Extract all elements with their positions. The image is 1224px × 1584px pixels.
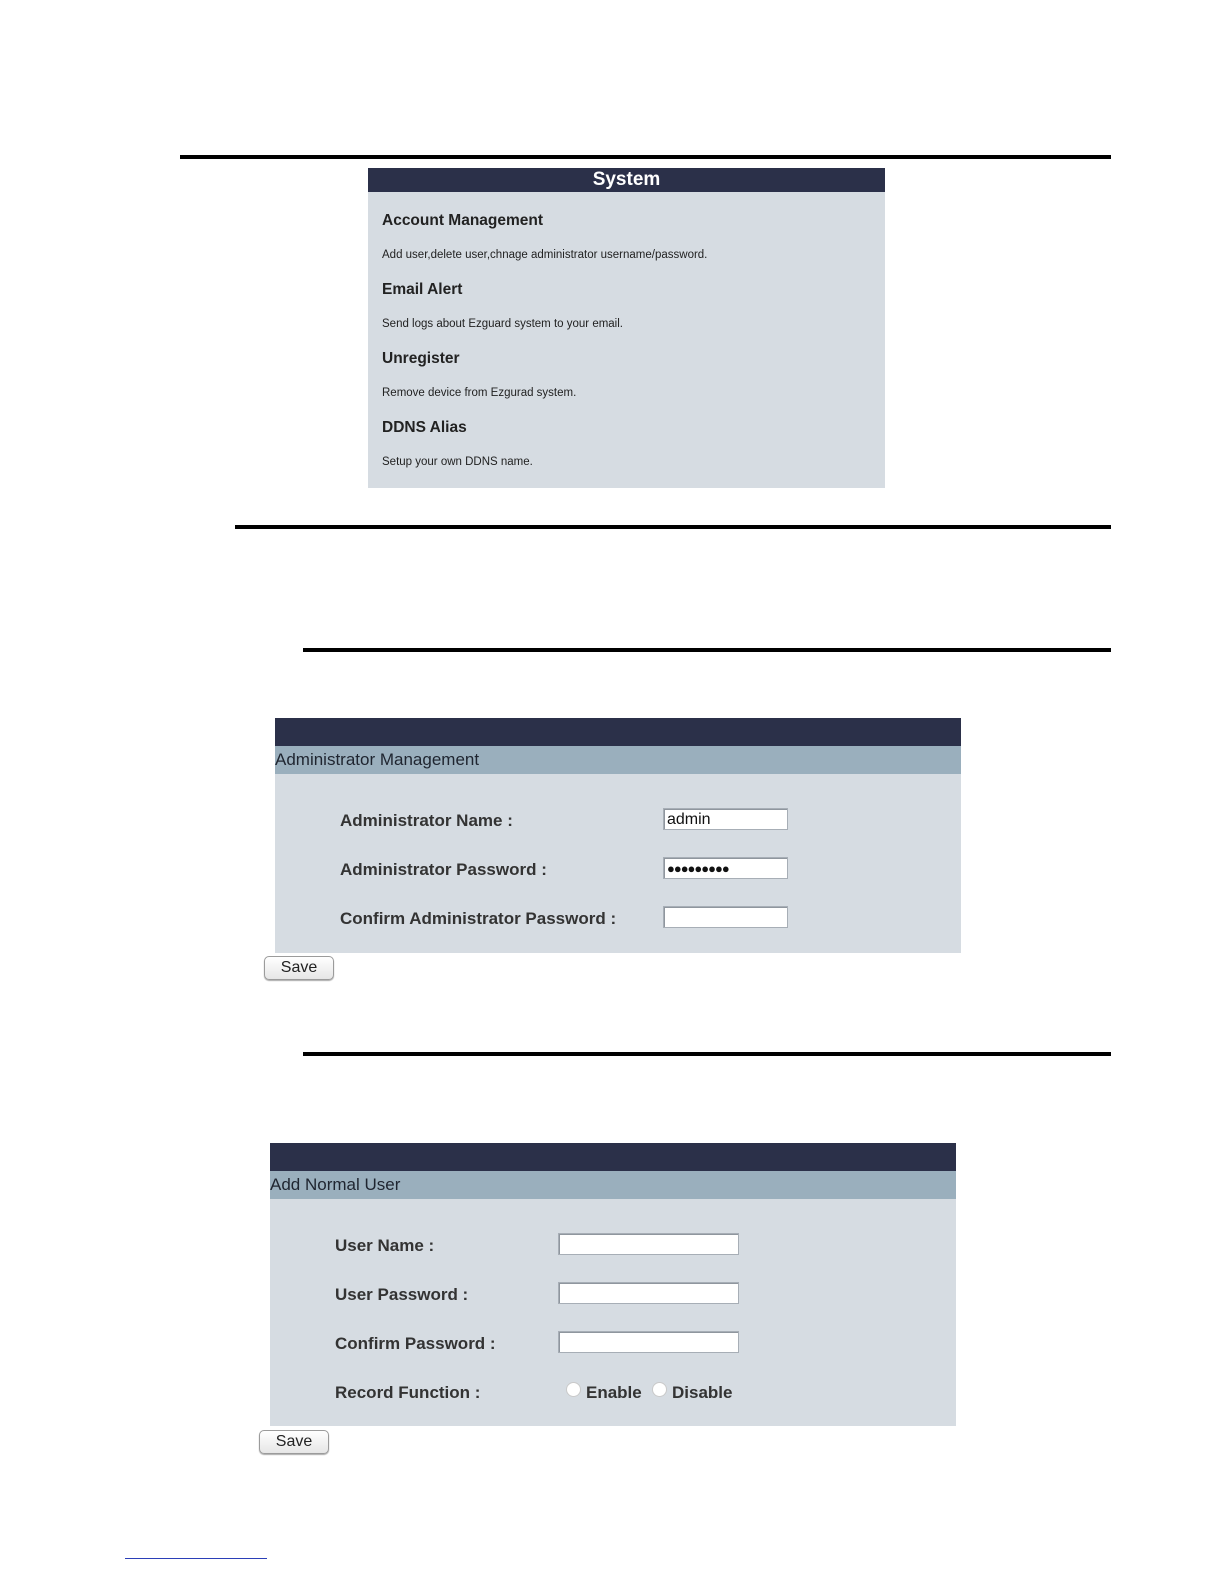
record-enable-label: Enable	[586, 1383, 642, 1402]
user-confirm-password-label: Confirm Password :	[335, 1334, 496, 1353]
divider-2	[235, 525, 1111, 529]
record-function-label: Record Function :	[335, 1383, 481, 1402]
system-title: System	[368, 168, 885, 192]
user-password-label: User Password :	[335, 1285, 469, 1304]
admin-password-input[interactable]: ●●●●●●●●●	[663, 857, 788, 879]
username-input[interactable]	[558, 1233, 739, 1255]
user-confirm-password-input[interactable]	[558, 1331, 739, 1353]
user-save-button[interactable]: Save	[259, 1430, 329, 1454]
menu-account-management[interactable]: Account Management	[382, 212, 544, 229]
menu-unregister[interactable]: Unregister	[382, 350, 460, 367]
admin-panel-topbar	[275, 718, 961, 746]
menu-ddns-alias[interactable]: DDNS Alias	[382, 419, 467, 436]
email-alert-desc: Send logs about Ezguard system to your email.	[382, 318, 623, 330]
record-disable-label: Disable	[672, 1383, 733, 1402]
record-enable-radio[interactable]	[566, 1382, 581, 1397]
admin-confirm-password-input[interactable]	[663, 906, 788, 928]
divider-4	[303, 1052, 1111, 1056]
system-panel	[368, 168, 885, 488]
admin-password-label: Administrator Password :	[340, 860, 547, 879]
unregister-desc: Remove device from Ezgurad system.	[382, 387, 577, 399]
username-label: User Name :	[335, 1236, 435, 1255]
user-panel-topbar	[270, 1143, 956, 1171]
user-password-input[interactable]	[558, 1282, 739, 1304]
divider-3	[303, 648, 1111, 652]
account-management-desc: Add user,delete user,chnage administrator username/password.	[382, 249, 708, 261]
admin-name-label: Administrator Name :	[340, 811, 513, 830]
add-user-panel	[270, 1143, 956, 1426]
menu-email-alert[interactable]: Email Alert	[382, 281, 463, 298]
record-disable-radio[interactable]	[652, 1382, 667, 1397]
divider-top	[180, 155, 1111, 159]
admin-confirm-password-label: Confirm Administrator Password :	[340, 909, 617, 928]
admin-panel-title: Administrator Management	[275, 746, 961, 774]
footnote-rule	[125, 1558, 267, 1559]
admin-name-input[interactable]: admin	[663, 808, 788, 830]
user-panel-title: Add Normal User	[270, 1171, 956, 1199]
admin-management-panel	[275, 718, 961, 953]
ddns-alias-desc: Setup your own DDNS name.	[382, 456, 533, 468]
admin-save-button[interactable]: Save	[264, 956, 334, 980]
